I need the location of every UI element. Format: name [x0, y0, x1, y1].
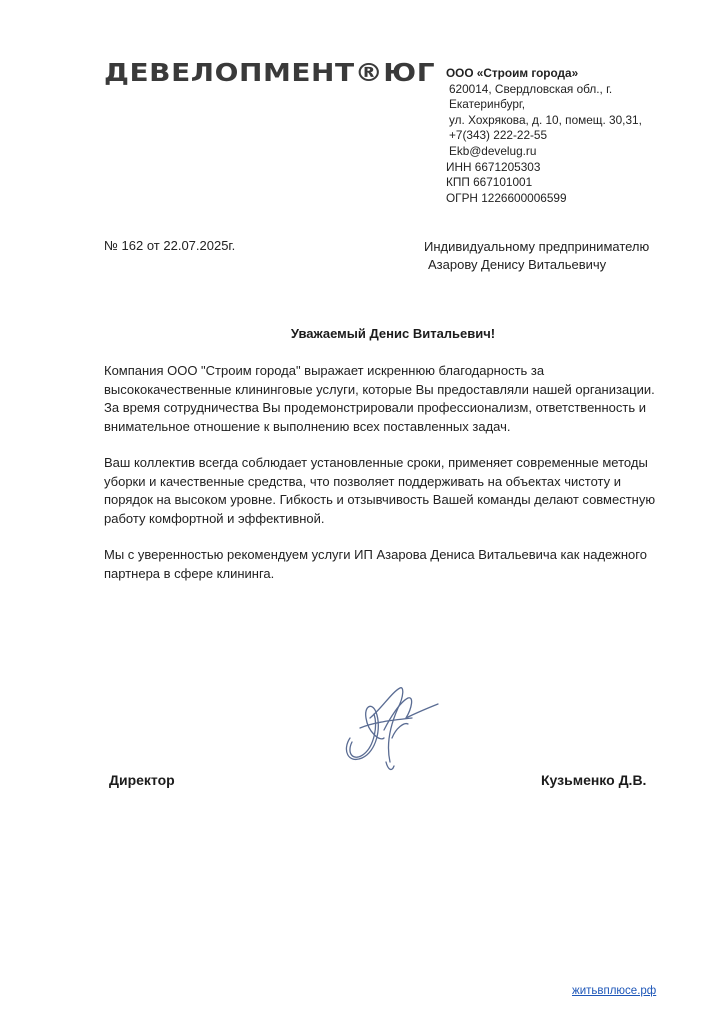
- paragraph-line: порядок на высоком уровне. Гибкость и отзывчивость Вашей команды делают совместную: [104, 492, 656, 507]
- company-logo: ДЕВЕЛОПМЕНТ®ЮГ: [104, 58, 436, 87]
- paragraph: [104, 454, 674, 528]
- letter-number-date: № 162 от 22.07.2025г.: [104, 238, 236, 253]
- addressee-line: Индивидуальному предпринимателю: [424, 239, 650, 254]
- phone: +7(343) 222-22-55: [449, 128, 548, 143]
- paragraph-line: работу комфортной и эффективной.: [104, 510, 325, 526]
- paragraph: [104, 362, 674, 436]
- signatory-position: Директор: [109, 772, 175, 788]
- paragraph-line: Мы с уверенностью рекомендуем услуги ИП Азарова Дениса Витальевича как надежного: [104, 547, 647, 562]
- company-name: ООО «Строим города»: [446, 66, 579, 80]
- paragraph-line: внимательное отношение к выполнению всех поставленных задач.: [104, 418, 511, 434]
- kpp: КПП 667101001: [446, 175, 533, 190]
- paragraph-line: Ваш коллектив всегда соблюдает установленные сроки, применяет современные методы: [104, 455, 648, 470]
- signatory-name: Кузьменко Д.В.: [541, 772, 647, 788]
- ogrn: ОГРН 1226600006599: [446, 190, 567, 205]
- paragraph-line: За время сотрудничества Вы продемонстрировали профессионализм, ответственность и: [104, 400, 646, 415]
- addressee-line: Азарову Денису Витальевичу: [428, 257, 607, 272]
- greeting-text: Уважаемый Денис Витальевич!: [290, 326, 496, 341]
- paragraph: [104, 546, 674, 583]
- inn: ИНН 6671205303: [446, 159, 541, 174]
- letter-body: [104, 362, 674, 601]
- footer-website-link[interactable]: житьвплюсе.рф: [572, 985, 657, 997]
- paragraph-line: Компания ООО "Строим города" выражает искреннюю благодарность за: [104, 363, 545, 378]
- paragraph-line: уборки и качественные средства, что позволяет поддерживать на объектах чистоту и: [104, 473, 622, 489]
- addressee: [424, 238, 704, 274]
- paragraph-line: партнера в сфере клининга.: [104, 565, 275, 581]
- address-line: 620014, Свердловская обл., г.: [449, 81, 613, 96]
- address-line: ул. Хохрякова, д. 10, помещ. 30,31,: [449, 112, 642, 127]
- handwritten-signature: [330, 678, 450, 774]
- greeting: [0, 326, 714, 341]
- company-requisites: [446, 66, 696, 206]
- address-line: Екатеринбург,: [449, 97, 526, 112]
- paragraph-line: высококачественные клининговые услуги, которые Вы предоставляли нашей организации.: [104, 381, 655, 397]
- email: Ekb@develug.ru: [449, 143, 537, 158]
